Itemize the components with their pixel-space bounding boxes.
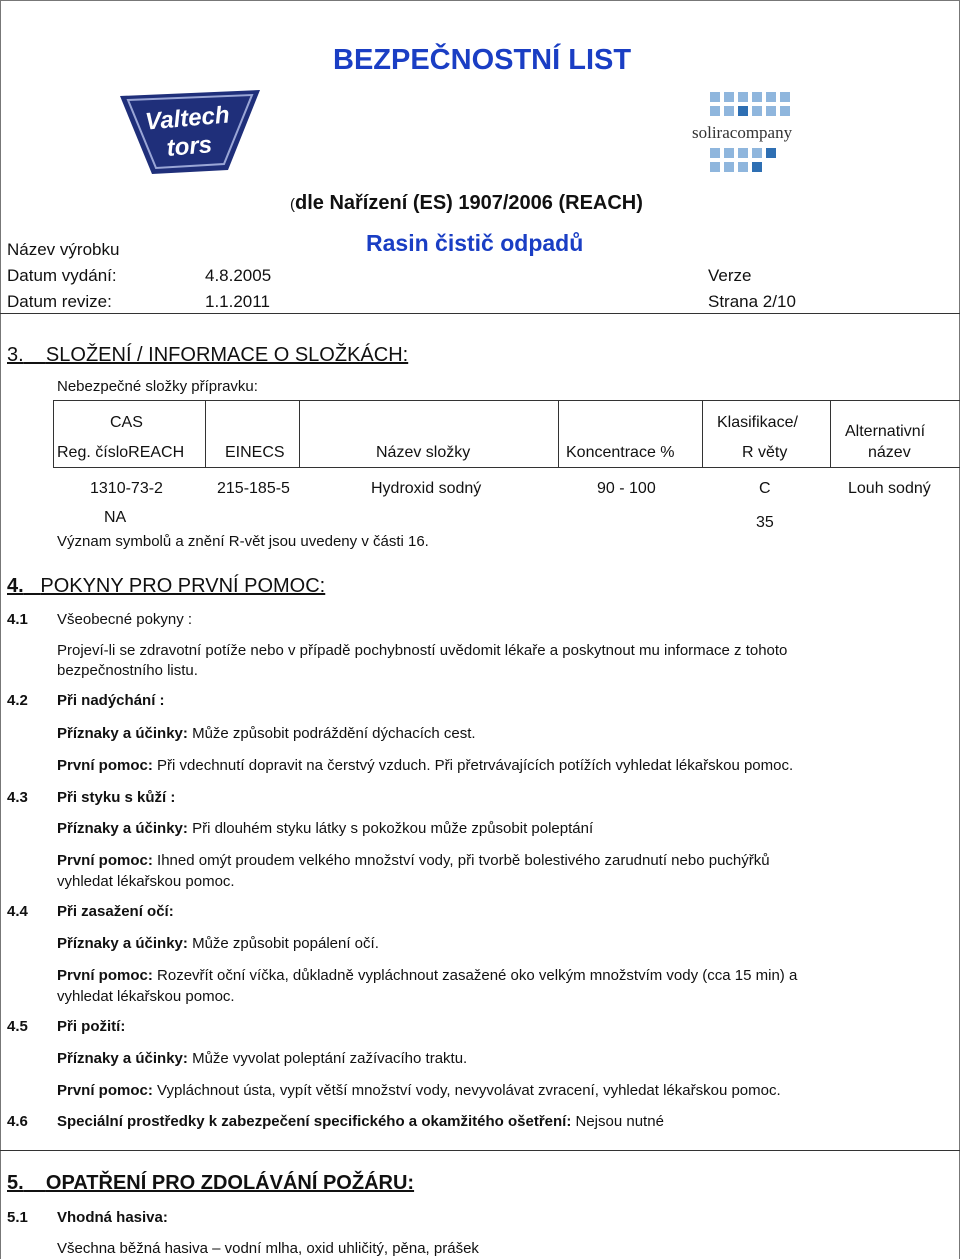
s51-number: 5.1 [7,1209,28,1226]
svg-text:Valtech: Valtech [144,101,231,136]
s41-text-line2: bezpečnostního listu. [57,662,198,679]
cell-name: Hydroxid sodný [371,480,482,497]
s44-first-aid-line2: vyhledat lékařskou pomoc. [57,988,235,1005]
table-top-border [53,400,960,401]
s43-symptoms: Příznaky a účinky: Při dlouhém styku látky s pokožkou může způsobit poleptání [57,820,594,837]
column-header-cas: CAS [110,414,143,431]
s43-title: Při styku s kůží : [57,789,176,806]
s41-title: Všeobecné pokyny : [57,611,193,628]
cell-alternative-name: Louh sodný [848,480,931,497]
table-header-bottom-border [53,467,960,468]
s42-title: Při nadýchání : [57,692,165,709]
s45-symptoms: Příznaky a účinky: Může vyvolat poleptání zažívacího traktu. [57,1050,468,1067]
s41-text-line1: Projeví-li se zdravotní potíže nebo v případě pochybností uvědomit lékaře a poskytnout mu informace z tohoto [57,642,788,659]
s45-first-aid: První pomoc: Vypláchnout ústa, vypít větší množství vody, nevyvolávat zvracení, vyhledat lékařskou pomoc. [57,1082,781,1099]
s43-first-aid-line2: vyhledat lékařskou pomoc. [57,873,235,890]
product-label: Název výrobku [7,240,120,259]
svg-text:tors: tors [165,131,214,162]
section3-heading: 3. SLOŽENÍ / INFORMACE O SLOŽKÁCH: [7,344,409,366]
svg-text:soliracompany: soliracompany [692,123,793,142]
s44-number: 4.4 [7,903,28,920]
section3-note: Význam symbolů a znění R-vět jsou uvedeny v části 16. [57,533,429,550]
s42-first-aid: První pomoc: Při vdechnutí dopravit na čerstvý vzduch. Při přetrvávajících potížích vyhledat lékařskou pomoc. [57,757,794,774]
column-header-reg: Reg. čísloREACH [57,444,185,461]
s45-title: Při požití: [57,1018,126,1035]
version-label: Verze [708,266,752,285]
cell-reg: NA [104,509,127,526]
table-col-line [205,400,206,467]
table-col-line [558,400,559,467]
cell-einecs: 215-185-5 [217,480,290,497]
s42-number: 4.2 [7,692,28,709]
s44-title: Při zasažení očí: [57,903,174,920]
table-col-line [830,400,831,467]
regulation-subtitle: (dle Nařízení (ES) 1907/2006 (REACH) [290,192,643,214]
s46-text: Speciální prostředky k zabezpečení specifického a okamžitého ošetření: Nejsou nutné [57,1113,664,1130]
header-divider [0,313,960,314]
column-header-r-phrases: R věty [742,444,788,461]
revision-date-label: Datum revize: [7,292,112,311]
section5-heading: 5. OPATŘENÍ PRO ZDOLÁVÁNÍ POŽÁRU: [7,1172,415,1194]
product-name: Rasin čistič odpadů [366,230,584,256]
s51-title: Vhodná hasiva: [57,1209,168,1226]
column-header-einecs: EINECS [225,444,285,461]
document-title: BEZPEČNOSTNÍ LIST [333,44,632,76]
s46-number: 4.6 [7,1113,28,1130]
section-divider [0,1150,960,1151]
s45-number: 4.5 [7,1018,28,1035]
issue-date-value: 4.8.2005 [205,266,272,285]
s51-text: Všechna běžná hasiva – vodní mlha, oxid uhličitý, pěna, prášek [57,1240,479,1257]
issue-date-label: Datum vydání: [7,266,117,285]
section3-subheading: Nebezpečné složky přípravku: [57,378,258,395]
table-col-line [299,400,300,467]
s42-symptoms: Příznaky a účinky: Může způsobit podráždění dýchacích cest. [57,725,476,742]
column-header-classification: Klasifikace/ [717,414,798,431]
s43-number: 4.3 [7,789,28,806]
s43-first-aid-line1: První pomoc: Ihned omýt proudem velkého množství vody, při tvorbě bolestivého zarudnutí nebo puchýřků [57,852,770,869]
s44-symptoms: Příznaky a účinky: Může způsobit popálení očí. [57,935,379,952]
table-col-line [53,400,54,467]
cell-cas: 1310-73-2 [90,480,163,497]
soliracompany-logo [688,88,806,188]
cell-classification: C [759,480,771,497]
cell-r-phrases: 35 [756,514,774,531]
table-col-line [702,400,703,467]
section4-heading: 4. POKYNY PRO PRVNÍ POMOC: [7,575,326,597]
column-header-name: Název složky [376,444,471,461]
valtech-tors-logo [110,78,270,188]
column-header-concentration: Koncentrace % [566,444,675,461]
cell-concentration: 90 - 100 [597,480,656,497]
s44-first-aid-line1: První pomoc: Rozevřít oční víčka, důkladně vypláchnout zasažené oko velkým množstvím vody (cca 15 min) a [57,967,798,984]
revision-date-value: 1.1.2011 [205,292,270,311]
page-number: Strana 2/10 [708,292,796,311]
column-header-alternative: Alternativní [845,423,926,440]
column-header-alternative-name: název [868,444,911,461]
s41-number: 4.1 [7,611,28,628]
